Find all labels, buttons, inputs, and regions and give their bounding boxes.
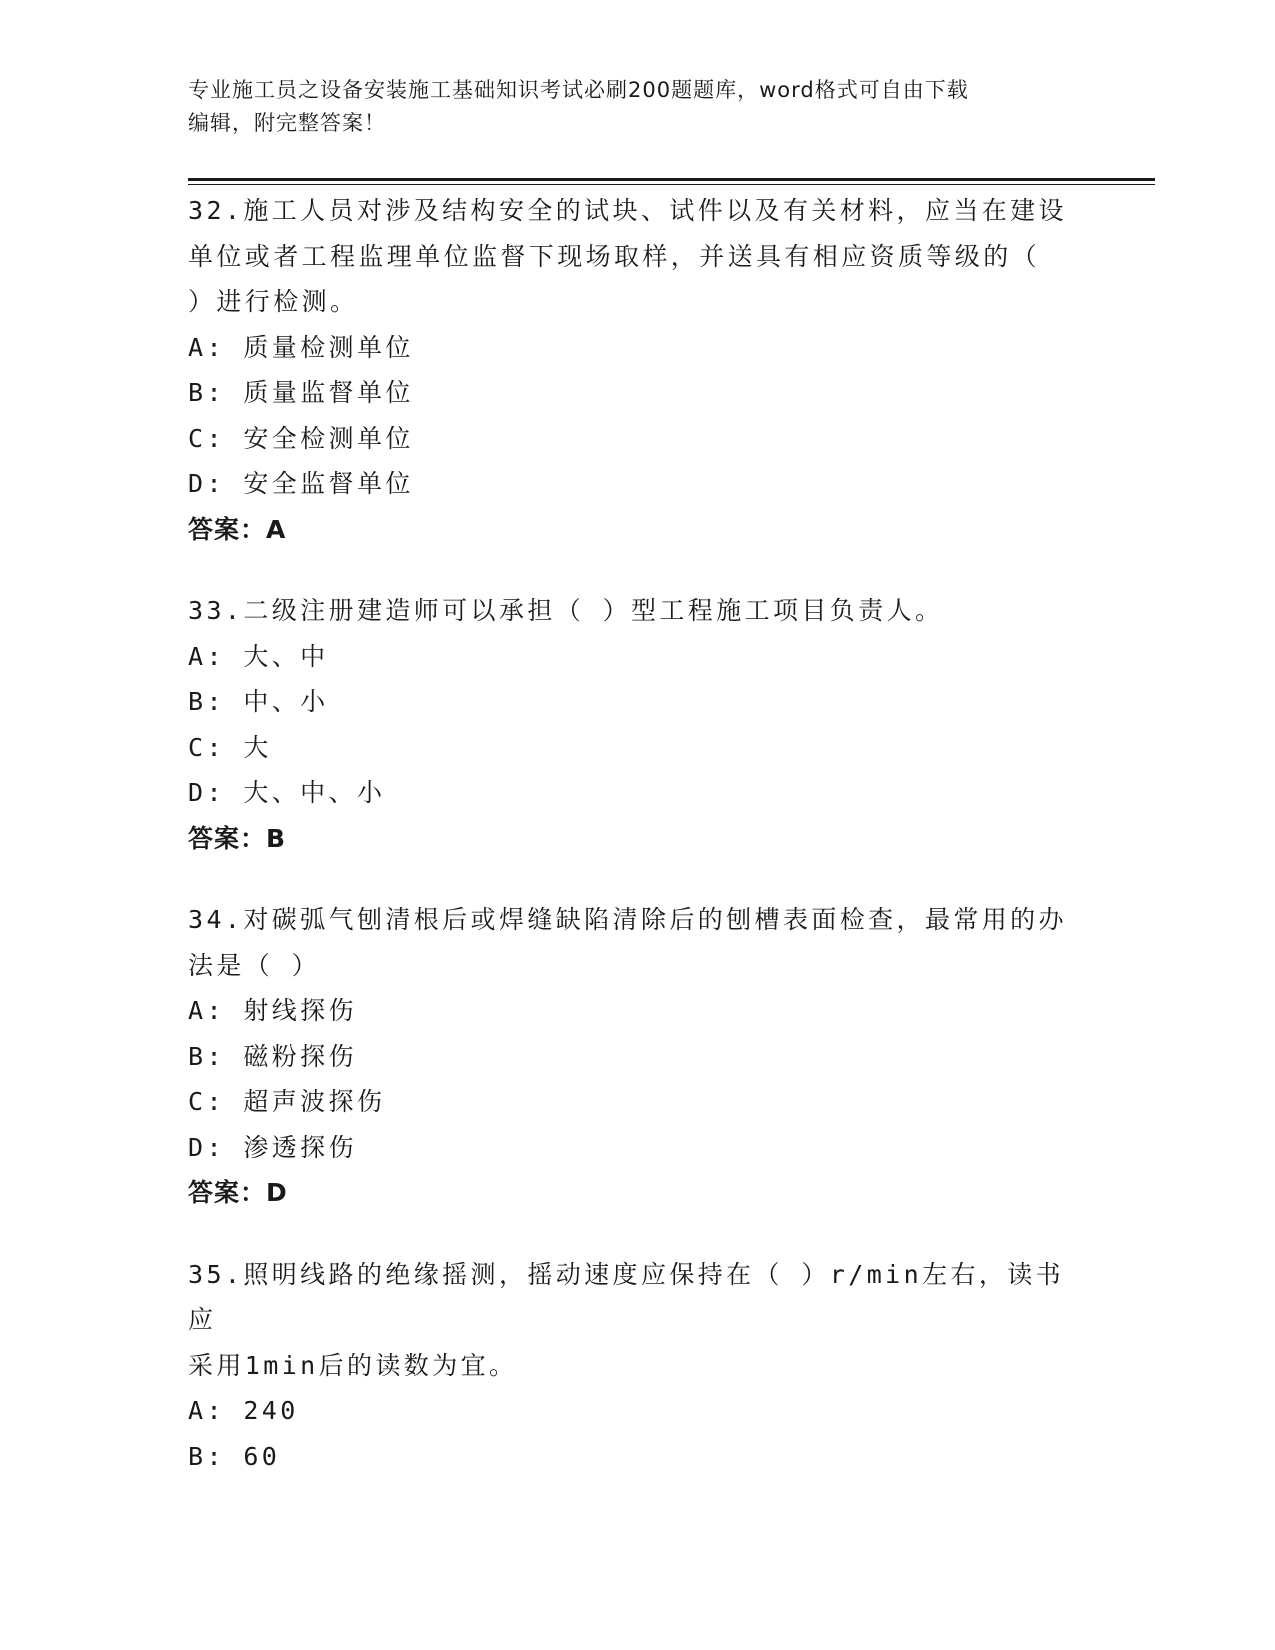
option-b: B: 质量监督单位 [188,378,414,407]
option-c: C: 安全检测单位 [188,423,414,453]
option-b: B: 60 [188,1441,281,1471]
option-d: D: 安全监督单位 [188,469,414,498]
question-text [188,588,1088,634]
question-line: 32.施工人员对涉及结构安全的试块、试件以及有关材料，应当在建设 [188,196,1067,225]
option-a: A: 大、中 [188,641,329,671]
option-b: B: 中、小 [188,687,329,716]
option-a: A: 240 [188,1396,299,1425]
question-line: 33.二级注册建造师可以承担（ ）型工程施工项目负责人。 [188,596,944,625]
question-line: 采用1min后的读数为宜。 [188,1350,518,1380]
header-divider-thin [188,184,1155,185]
question-list [188,188,1088,1515]
question-line: 35.照明线路的绝缘摇测，摇动速度应保持在（ ）r/min左右，读书应 [188,1259,1065,1334]
answer-label: 答案：B [188,823,287,853]
question-32 [188,188,1088,552]
question-text [188,897,1088,988]
option-c: C: 大 [188,732,272,762]
option-c: C: 超声波探伤 [188,1087,386,1116]
option-d: D: 渗透探伤 [188,1132,357,1162]
option-a: A: 质量检测单位 [188,332,414,362]
option-a: A: 射线探伤 [188,996,357,1025]
header-line-2: 编辑，附完整答案！ [188,111,386,135]
option-b: B: 磁粉探伤 [188,1041,357,1071]
question-35 [188,1252,1088,1480]
question-33 [188,588,1088,861]
option-d: D: 大、中、小 [188,778,386,807]
question-line: ）进行检测。 [188,287,359,316]
question-text [188,188,1088,325]
answer-label: 答案：A [188,514,287,544]
question-34 [188,897,1088,1216]
answer-label: 答案：D [188,1178,288,1207]
question-text [188,1252,1088,1389]
question-line: 法是（ ） [188,950,321,980]
header-line-1: 专业施工员之设备安装施工基础知识考试必刷200题题库，word格式可自由下载 [188,78,969,102]
question-line: 34.对碳弧气刨清根后或焊缝缺陷清除后的刨槽表面检查，最常用的办 [188,905,1067,934]
document-header [188,74,1088,140]
header-divider-thick [188,178,1155,181]
question-line: 单位或者工程监理单位监督下现场取样，并送具有相应资质等级的（ [188,241,1041,271]
